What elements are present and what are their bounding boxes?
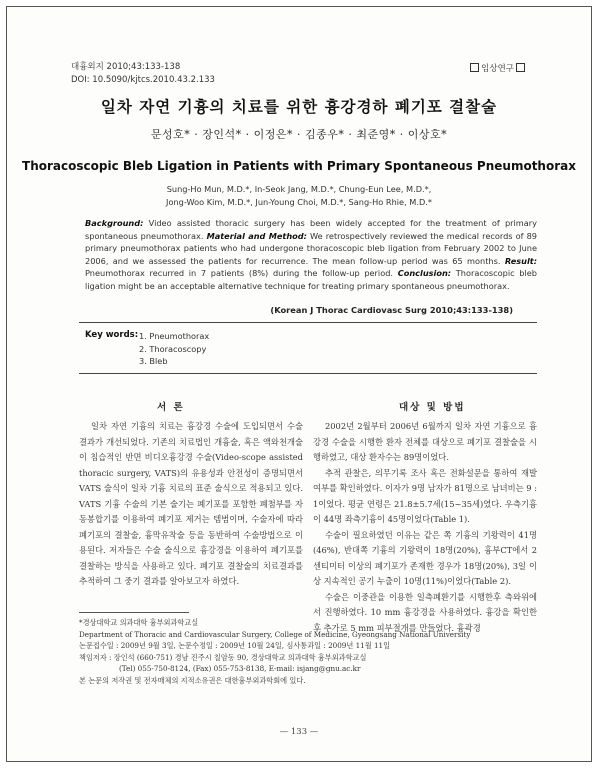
divider bbox=[79, 322, 537, 323]
footnote-line: 논문접수일 : 2009년 9월 3일, 논문수정일 : 2009년 10월 24일, 심사통과일 : 2009년 11월 11일 bbox=[79, 641, 391, 651]
footnote-line: *경상대학교 의과대학 흉부외과학교실 bbox=[79, 618, 199, 627]
authors-english-line-2: Jong-Woo Kim, M.D.*, Jun-Young Choi, M.D.*, Sang-Ho Rhie, M.D.* bbox=[166, 196, 432, 207]
keywords-label: Key words: bbox=[85, 330, 139, 340]
footnote-line: Department of Thoracic and Cardiovascular Surgery, College of Medicine, Gyeongsang National University bbox=[79, 629, 471, 639]
abstract bbox=[85, 217, 537, 293]
abstract-background-label: Background: bbox=[85, 218, 144, 228]
footnote-line: 책임저자 : 장인석 (660-751) 경남 진주시 칠암동 90, 경상대학교 의과대학 흉부외과학교실 bbox=[79, 652, 367, 662]
title-korean: 일차 자연 기흉의 치료를 위한 흉강경하 폐기포 결찰술 bbox=[100, 98, 498, 116]
abstract-result-text: Pneumothorax recurred in 7 patients (8%) during the follow-up period. bbox=[85, 268, 394, 279]
paper-page bbox=[6, 6, 592, 762]
abstract-result-label: Result: bbox=[504, 255, 537, 266]
methods-paragraph: 수술은 이중관을 이용한 일측폐환기를 시행한후 측와위에서 진행하였다. 10 mm 흉강경을 사용하였다. 흉강을 확인한 후 추가로 5 mm 피부절개를 만들었다. 흉곽경 bbox=[313, 591, 537, 633]
journal-header bbox=[71, 61, 215, 87]
doi-line: DOI: 10.5090/kjtcs.2010.43.2.133 bbox=[71, 75, 215, 85]
section-heading-methods: 대상 및 방법 bbox=[399, 402, 466, 413]
authors-english bbox=[7, 183, 591, 208]
keyword-item: 2. Thoracoscopy bbox=[139, 343, 207, 354]
page-number-value: 133 bbox=[290, 727, 308, 737]
footnote-line: 본 논문의 저작권 및 전자매체의 지적소유권은 대한흉부외과학회에 있다. bbox=[79, 675, 306, 685]
keyword-item: 3. Bleb bbox=[139, 356, 168, 366]
footnote-divider bbox=[79, 612, 189, 613]
citation: (Korean J Thorac Cardiovasc Surg 2010;43:133-138) bbox=[270, 305, 513, 315]
abstract-methods-label: Material and Method: bbox=[206, 230, 307, 241]
section-heading-intro: 서 론 bbox=[157, 402, 185, 413]
category-text: 임상연구 bbox=[481, 64, 514, 74]
journal-line: 대흉외지 2010;43:133-138 bbox=[71, 62, 181, 72]
abstract-methods-text: We retrospectively reviewed the medical records of 89 primary pneumothorax patients who had undergone thoracoscopic bleb ligation from February 2002 to June 2006, and we assessed the patients for recurrence. The mean follow-up period was 65 months. bbox=[85, 230, 538, 266]
keyword-item: 1. Pneumothorax bbox=[139, 331, 210, 341]
box-icon bbox=[516, 63, 525, 72]
page-number: — 133 — bbox=[279, 727, 319, 737]
methods-paragraph: 수술이 필요하였던 이유는 같은 쪽 기흉의 기왕력이 41명(46%), 반대쪽 기흉의 기왕력이 18명(20%), 흉부CT에서 2센티미터 이상의 폐기포가 존재한 경우가 18명(20%), 3일 이상 지속적인 공기 누출이 10명(11%)이었다(Table 2). bbox=[313, 529, 537, 586]
divider bbox=[79, 373, 537, 374]
abstract-conclusion-label: Conclusion: bbox=[397, 268, 452, 279]
methods-paragraph: 2002년 2월부터 2006년 6월까지 일차 자연 기흉으로 흉강경 수술을 시행한 환자 전체를 대상으로 폐기포 결찰술을 시행하였고, 대상 환자수는 89명이었다. bbox=[313, 421, 537, 462]
footnote-line: (Tel) 055-750-8124, (Fax) 055-753-8138, E-mail: isjang@gnu.ac.kr bbox=[119, 664, 361, 674]
abstract-background-text: Video assisted thoracic surgery has been widely accepted for the treatment of primary spontaneous pneumothorax. bbox=[85, 218, 537, 241]
authors-korean: 문성호* · 장인석* · 이정은* · 김종우* · 최준영* · 이상호* bbox=[150, 128, 448, 141]
intro-paragraph: 일차 자연 기흉의 치료는 흉강경 수술에 도입되면서 수술 결과가 개선되었다. 기존의 치료법인 개흉술, 혹은 액와천개술이 침습적인 반면 비디오흉강경 수술(Video-scope assisted thoracic surgery, VATS)의 유용성과 안전성이 증명되면서 VATS 술식이 일차 기흉 치료의 표준 술식으로 적용되고 있다. VATS 기흉 수술의 기본 술기는 폐기포를 포함한 폐첨부를 자동봉합기를 이용하여 폐기포 제거는 템범이며, 수술자에 따라 폐기포의 결찰술, 흉막유착술 등을 동반하여 수술방법으로 이용된다. 저자들은 수술 술식으로 흉강경을 이용하여 폐기포를 결찰하는 방식을 사용하고 있다. 폐기포 결찰술의 치료결과를 추적하여 그 중기 결과를 알아보고자 하였다. bbox=[79, 421, 303, 586]
intro-column bbox=[79, 419, 303, 590]
abstract-conclusion-text: Thoracoscopic bleb ligation might be an acceptable alternative technique for treating primary spontaneous pneumothorax. bbox=[85, 268, 537, 291]
title-english: Thoracoscopic Bleb Ligation in Patients with Primary Spontaneous Pneumothorax bbox=[22, 159, 576, 173]
keywords-list bbox=[139, 330, 209, 368]
category-label bbox=[468, 62, 527, 74]
footnote bbox=[79, 617, 539, 687]
authors-english-line-1: Sung-Ho Mun, M.D.*, In-Seok Jang, M.D.*, Chung-Eun Lee, M.D.*, bbox=[166, 184, 432, 194]
box-icon bbox=[470, 63, 479, 72]
methods-paragraph: 추적 관찰은, 의무기록 조사 혹은 전화설문을 통하여 재발여부를 확인하였다. 이자가 9명 남자가 81명으로 남녀비는 9 : 1이었다. 평균 연령은 21.8±5.7세(15~35세)였다. 우측기흉이 44명 좌측기흉이 45명이었다(Table 1). bbox=[313, 467, 537, 524]
methods-column bbox=[313, 419, 537, 636]
